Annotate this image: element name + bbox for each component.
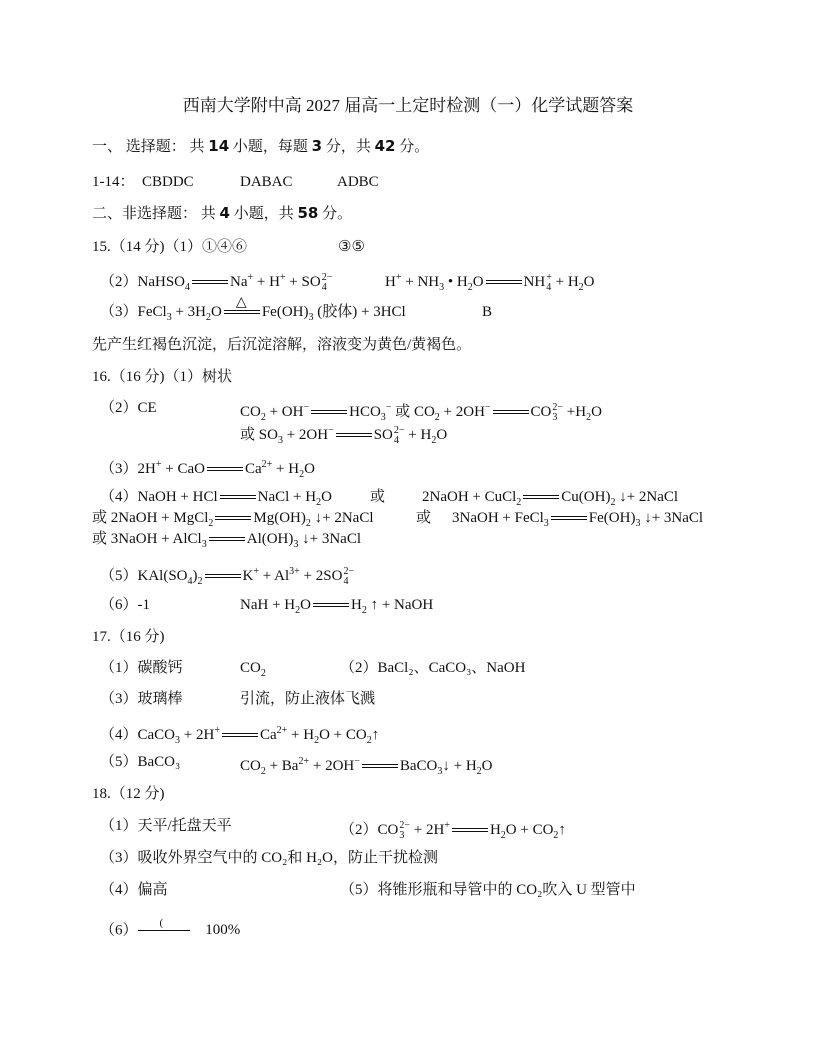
q15-answer-1b: ③⑤ xyxy=(338,239,365,255)
q17-part-3-purpose: 引流，防止液体飞溅 xyxy=(240,691,376,707)
mc-answers-group-2: DABAC xyxy=(240,174,293,190)
q17-part-1-gas: $CO_2$ xyxy=(240,660,266,679)
q17-header: 17.（16 分) xyxy=(92,629,165,645)
q18-fraction: ( xyxy=(138,919,190,943)
q15-observation-text: 先产生红褐色沉淀，后沉淀溶解，溶液变为黄色/黄褐色。 xyxy=(92,337,472,353)
q17-part-5-equation: $CO_2 + Ba^{2+} + 2OH^-$ BaCO$_3$↓ + $H_2O$ xyxy=(240,756,493,777)
q16-part-4-cucl2-equation: 2NaOH + CuCl$_2$ $Cu(OH)_2$ ↓+ 2NaCl xyxy=(422,489,679,508)
q16-part-2-equations: $CO_2 + OH^-$ $HCO_3^-$ 或 $CO_2 + 2OH^-$ CO 2− 3 $+H_2O$ xyxy=(240,401,602,423)
q18-part-3: （3）吸收外界空气中的 CO₂和 H₂O，防止干扰检测 xyxy=(100,850,438,866)
q16-part-4-line-3: 或 3NaOH + AlCl$_3$ $Al(OH)_3$ ↓+ 3NaCl xyxy=(92,531,362,550)
q17-part-2: （2）BaCl₂、CaCO₃、NaOH xyxy=(340,660,526,676)
q16-part-4-or-2: 或 xyxy=(416,510,432,526)
q15-part-3: （3）FeCl$_3$ + $3H_2O$ △ $Fe(OH)_3$ (胶体) + 3HCl xyxy=(100,293,406,323)
q16-part-2-label: （2）CE xyxy=(100,400,157,416)
q16-part-4-or-1: 或 xyxy=(370,489,386,505)
q17-part-4: （4）CaCO$_3$ + 2H+ $Ca^{2+} + H_2O$ + $CO_2↑$ xyxy=(100,725,380,746)
section-multiple-choice-header: 一、 选择题： 共 14 小题，每题 3 分，共 42 分。 xyxy=(92,137,430,155)
mc-answers-group-1: CBDDC xyxy=(142,174,194,190)
q15-part-2: （2）NaHSO$_4$ Na+ + H+ + SO 2− 4 xyxy=(100,271,333,293)
q15-part-2-ionic-equation: $H^+ + NH_3$ • $H_2O$ NH + 4 + $H_2O$ xyxy=(385,271,595,293)
q16-part-4-line-1: （4）NaOH + HCl NaCl + $H_2O$ xyxy=(100,489,332,508)
q15-part-3-choice: B xyxy=(482,304,493,320)
q16-part-2-alt-equation: 或 $SO_3 + 2OH^-$ SO 2− 4 + $H_2O$ xyxy=(240,424,448,446)
q16-part-4-line-2: 或 2NaOH + MgCl$_2$ $Mg(OH)_2$ ↓+ 2NaCl xyxy=(92,510,374,529)
q16-part-5: $(5)KAl(SO_4)_2$ $K^+ + Al^{3+} + 2SO$ 2− 4 xyxy=(100,565,355,587)
q16-part-3: （3）2H+ + CaO $Ca^{2+} + H_2O$ xyxy=(100,459,315,480)
q15-header: 15.（14 分)（1）①④⑥ xyxy=(92,239,247,255)
mc-answers-label: 1-14： xyxy=(92,174,135,190)
q17-part-3: （3）玻璃棒 xyxy=(100,691,183,707)
q17-part-5: （5）BaCO₃ xyxy=(100,754,181,770)
q16-header: 16.（16 分)（1）树状 xyxy=(92,369,232,385)
q18-part-2: （2）CO 2− 3 + 2H+ $H_2O$ + $CO_2↑$ xyxy=(340,819,566,841)
q18-header: 18.（12 分) xyxy=(92,786,165,802)
page-title: 西南大学附中高 2027 届高一上定时检测（一）化学试题答案 xyxy=(182,96,634,115)
q18-part-1: （1）天平/托盘天平 xyxy=(100,818,232,834)
q16-part-4-fecl3-equation: 3NaOH + FeCl$_3$ $Fe(OH)_3$ ↓+ 3NaCl xyxy=(452,510,704,529)
q18-part-5: （5）将锥形瓶和导管中的 CO₂吹入 U 型管中 xyxy=(340,882,636,898)
q16-part-6-label: （6）-1 xyxy=(100,597,150,613)
q17-part-1: （1）碳酸钙 xyxy=(100,660,183,676)
q16-part-6-equation: NaH + $H_2O$ $H_2$ ↑ + NaOH xyxy=(240,597,434,616)
heat-symbol-icon: △ xyxy=(235,293,247,310)
q18-part-4: （4）偏高 xyxy=(100,882,168,898)
section-free-response-header: 二、非选择题： 共 4 小题，共 58 分。 xyxy=(92,204,353,222)
mc-answers-group-3: ADBC xyxy=(337,174,379,190)
q18-part-6: （6） ( 100% xyxy=(100,919,240,943)
